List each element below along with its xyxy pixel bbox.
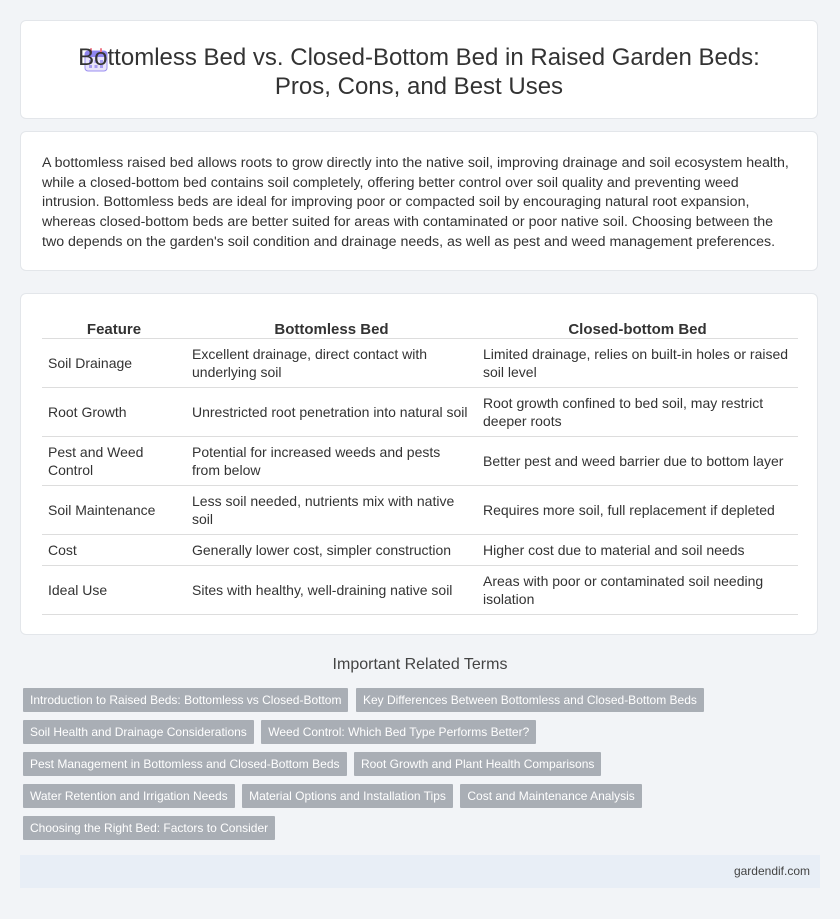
- related-term-tag[interactable]: Weed Control: Which Bed Type Performs Better?: [261, 720, 536, 744]
- table-row: [42, 486, 798, 535]
- table-cell-bottomless: Sites with healthy, well-draining native soil: [186, 566, 477, 615]
- table-cell-feature: Soil Drainage: [42, 339, 186, 388]
- table-header-closed-bottom: Closed-bottom Bed: [477, 314, 798, 339]
- related-term-tag[interactable]: Cost and Maintenance Analysis: [460, 784, 641, 808]
- intro-paragraph: A bottomless raised bed allows roots to grow directly into the native soil, improving drainage and soil ecosystem health, while a closed-bottom bed contains soil completely, offering better control over soil quality and preventing weed intrusion. Bottomless beds are ideal for improving poor or compacted soil by encouraging natural root expansion, whereas closed-bottom beds are better suited for areas with contaminated or poor native soil. Choosing between the two depends on the garden's soil condition and drainage needs, as well as pest and weed management preferences.: [42, 155, 789, 250]
- table-row: [42, 535, 798, 566]
- table-cell-closed-bottom: Higher cost due to material and soil needs: [477, 535, 798, 566]
- related-term-tag[interactable]: Soil Health and Drainage Considerations: [23, 720, 254, 744]
- related-term-tag[interactable]: Introduction to Raised Beds: Bottomless vs Closed-Bottom: [23, 688, 348, 712]
- related-term-tag[interactable]: Pest Management in Bottomless and Closed-Bottom Beds: [23, 752, 347, 776]
- footer-site-link[interactable]: gardendif.com: [733, 864, 810, 878]
- table-cell-feature: Cost: [42, 535, 186, 566]
- page-title-line1: Bottomless Bed vs. Closed-Bottom Bed in Raised Garden Beds:: [78, 44, 760, 71]
- footer: [20, 855, 820, 888]
- table-cell-bottomless: Generally lower cost, simpler construction: [186, 535, 477, 566]
- table-cell-bottomless: Potential for increased weeds and pests from below: [186, 437, 477, 486]
- table-header-row: [42, 314, 798, 339]
- title-card: [20, 20, 818, 119]
- related-term-tag[interactable]: Water Retention and Irrigation Needs: [23, 784, 235, 808]
- intro-card: [20, 131, 818, 271]
- comparison-table: [42, 314, 798, 615]
- table-row: [42, 437, 798, 486]
- related-term-tag[interactable]: Choosing the Right Bed: Factors to Consider: [23, 816, 275, 840]
- table-cell-feature: Ideal Use: [42, 566, 186, 615]
- table-cell-feature: Soil Maintenance: [42, 486, 186, 535]
- table-cell-feature: Root Growth: [42, 388, 186, 437]
- related-term-tag[interactable]: Key Differences Between Bottomless and Closed-Bottom Beds: [356, 688, 704, 712]
- table-cell-closed-bottom: Areas with poor or contaminated soil needing isolation: [477, 566, 798, 615]
- page-title: [21, 43, 817, 101]
- table-cell-feature: Pest and Weed Control: [42, 437, 186, 486]
- table-header-bottomless: Bottomless Bed: [186, 314, 477, 339]
- table-cell-closed-bottom: Better pest and weed barrier due to bottom layer: [477, 437, 798, 486]
- table-cell-bottomless: Excellent drainage, direct contact with underlying soil: [186, 339, 477, 388]
- comparison-card: [20, 293, 818, 635]
- table-cell-closed-bottom: Requires more soil, full replacement if depleted: [477, 486, 798, 535]
- table-cell-closed-bottom: Limited drainage, relies on built-in holes or raised soil level: [477, 339, 798, 388]
- page-title-line2: Pros, Cons, and Best Uses: [274, 73, 564, 100]
- related-terms-title: Important Related Terms: [332, 656, 508, 673]
- related-terms-list: [23, 688, 803, 848]
- table-row: [42, 566, 798, 615]
- table-cell-bottomless: Less soil needed, nutrients mix with native soil: [186, 486, 477, 535]
- table-cell-bottomless: Unrestricted root penetration into natural soil: [186, 388, 477, 437]
- table-row: [42, 388, 798, 437]
- table-cell-closed-bottom: Root growth confined to bed soil, may restrict deeper roots: [477, 388, 798, 437]
- table-header-feature: Feature: [42, 314, 186, 339]
- related-term-tag[interactable]: Root Growth and Plant Health Comparisons: [354, 752, 601, 776]
- table-row: [42, 339, 798, 388]
- related-term-tag[interactable]: Material Options and Installation Tips: [242, 784, 453, 808]
